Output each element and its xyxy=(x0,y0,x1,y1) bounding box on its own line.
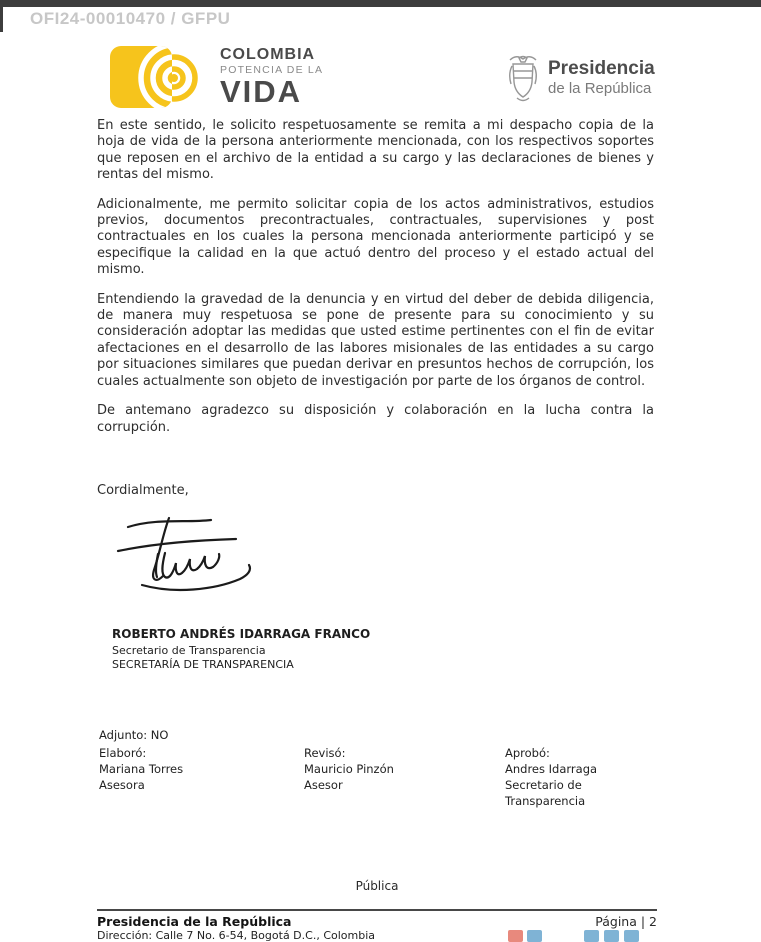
paragraph-1: En este sentido, le solicito respetuosamente se remita a mi despacho copia de la hoja de vida de la persona anteriormente mencionada, con los respectivos soportes que reposen en el archivo de la entidad a su cargo y las declaraciones de bienes y rentas del mismo. xyxy=(97,118,654,183)
footer-address-clipped: Dirección: Calle 7 No. 6-54, Bogotá D.C., Colombia xyxy=(97,929,376,942)
approvals-col-elaboro xyxy=(99,745,183,793)
signer-block xyxy=(112,627,370,672)
approvals-table xyxy=(99,745,657,808)
signer-title: Secretario de Transparencia xyxy=(112,644,266,657)
paragraph-3: Entendiendo la gravedad de la denuncia y en virtud del deber de debida diligencia, de manera muy respetuosa se pone de presente para su conocimiento y su consideración adoptar las medidas que usted estime pertinentes con el fin de evitar afectaciones en el desarrollo de las labores misionales de las entidades a su cargo por situaciones similares que puedan derivar en presuntos hechos de corrupción, los cuales actualmente son objeto de investigación por parte de los órganos de control. xyxy=(97,291,654,389)
aprobo-role: Secretario de Transparencia xyxy=(505,778,586,808)
reviso-name: Mauricio Pinzón xyxy=(304,762,394,776)
footer-divider xyxy=(97,909,657,911)
approvals-col-reviso xyxy=(304,745,394,793)
signer-name: ROBERTO ANDRÉS IDARRAGA FRANCO xyxy=(112,627,371,641)
colombia-logo-line3: VIDA xyxy=(220,74,303,110)
paragraph-4: De antemano agradezco su disposición y colaboración en la lucha contra la corrupción. xyxy=(97,403,654,435)
reviso-label: Revisó: xyxy=(304,746,346,760)
presidencia-logo-line2: de la República xyxy=(548,80,652,98)
presidencia-logo xyxy=(506,52,655,104)
signer-office: SECRETARÍA DE TRANSPARENCIA xyxy=(112,658,294,671)
social-icon-3 xyxy=(584,930,599,942)
elaboro-label: Elaboró: xyxy=(99,746,147,760)
page-number: Página | 2 xyxy=(595,914,657,929)
handwritten-signature xyxy=(112,510,264,604)
social-icon-5 xyxy=(624,930,639,942)
colombia-logo-text xyxy=(220,47,323,108)
aprobo-name: Andres Idarraga xyxy=(505,762,598,776)
document-number: OFI24-00010470 / GFPU xyxy=(30,9,231,28)
elaboro-role: Asesora xyxy=(99,778,145,792)
presidencia-logo-text xyxy=(548,58,655,97)
coat-of-arms-icon xyxy=(506,52,540,104)
social-icon-1 xyxy=(508,930,523,942)
presidencia-logo-line1: Presidencia xyxy=(548,58,655,80)
paragraph-2: Adicionalmente, me permito solicitar copia de los actos administrativos, estudios previos, documentos precontractuales, contractuales, supervisiones y post contractuales en los cuales la persona mencionada anteriormente participó y se especifique la calidad en la que actuó dentro del proceso y el estado actual del mismo. xyxy=(97,196,654,278)
colombia-potencia-vida-icon xyxy=(110,44,202,110)
scan-edge-artifact xyxy=(0,0,3,32)
closing-salutation: Cordialmente, xyxy=(97,483,189,498)
colombia-logo-line2: POTENCIA DE LA xyxy=(220,63,324,76)
footer-entity: Presidencia de la República xyxy=(97,914,292,929)
colombia-logo-line1: COLOMBIA xyxy=(220,45,316,63)
classification-label: Pública xyxy=(355,879,399,893)
aprobo-label: Aprobó: xyxy=(505,746,550,760)
approvals-col-aprobo xyxy=(505,745,657,809)
elaboro-name: Mariana Torres xyxy=(99,762,184,776)
letter-body xyxy=(97,118,654,449)
social-icon-2 xyxy=(527,930,542,942)
colombia-logo xyxy=(110,44,323,110)
social-icon-4 xyxy=(604,930,619,942)
attachment-note: Adjunto: NO xyxy=(99,728,169,742)
top-bar xyxy=(0,0,761,7)
reviso-role: Asesor xyxy=(304,778,343,792)
